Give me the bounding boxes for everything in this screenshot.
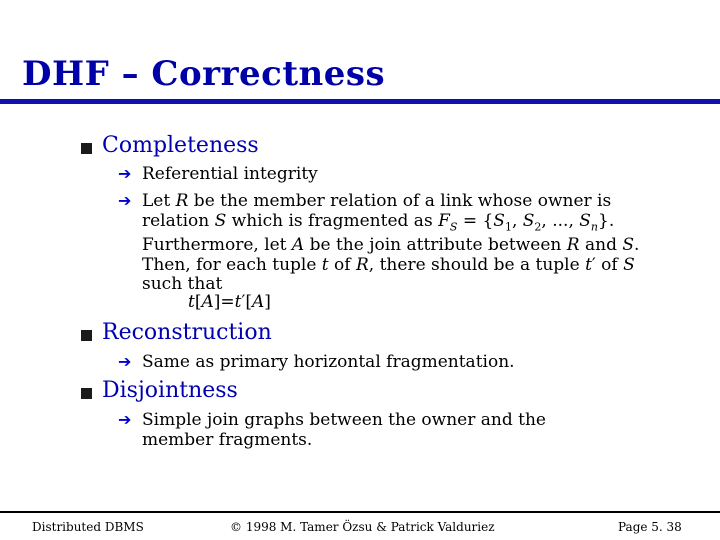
arrow-bullet-icon: ➔ xyxy=(118,410,132,429)
footer-center: © 1998 M. Tamer Özsu & Patrick Valduriez xyxy=(230,520,495,534)
bullet-square-icon xyxy=(81,143,92,154)
footer-divider xyxy=(0,511,720,513)
section-heading-reconstruction: Reconstruction xyxy=(102,320,272,345)
title-divider xyxy=(0,99,720,104)
item-referential-integrity: Referential integrity xyxy=(142,164,318,184)
formula-join-condition: t[A]=t′[A] xyxy=(188,292,271,312)
section-heading-disjointness: Disjointness xyxy=(102,378,238,403)
arrow-bullet-icon: ➔ xyxy=(118,191,132,210)
arrow-bullet-icon: ➔ xyxy=(118,164,132,183)
arrow-bullet-icon: ➔ xyxy=(118,352,132,371)
footer-right: Page 5. 38 xyxy=(618,520,682,534)
slide-title: DHF – Correctness xyxy=(22,54,386,94)
item-link-definition: Let R be the member relation of a link whose owner is relation S which is fragmented as $F_S = \{S_1$, $S_2$, ..., $S_n$}. Furthermore, let A be the join attribute between R and S. Then, for each tuple t of R, there should be a tuple t′ of S such that xyxy=(142,191,640,295)
item-disjointness: Simple join graphs between the owner and the member fragments. xyxy=(142,410,546,450)
footer-left: Distributed DBMS xyxy=(32,520,144,534)
section-heading-completeness: Completeness xyxy=(102,133,259,158)
bullet-square-icon xyxy=(81,330,92,341)
bullet-square-icon xyxy=(81,388,92,399)
item-reconstruction: Same as primary horizontal fragmentation. xyxy=(142,352,515,372)
